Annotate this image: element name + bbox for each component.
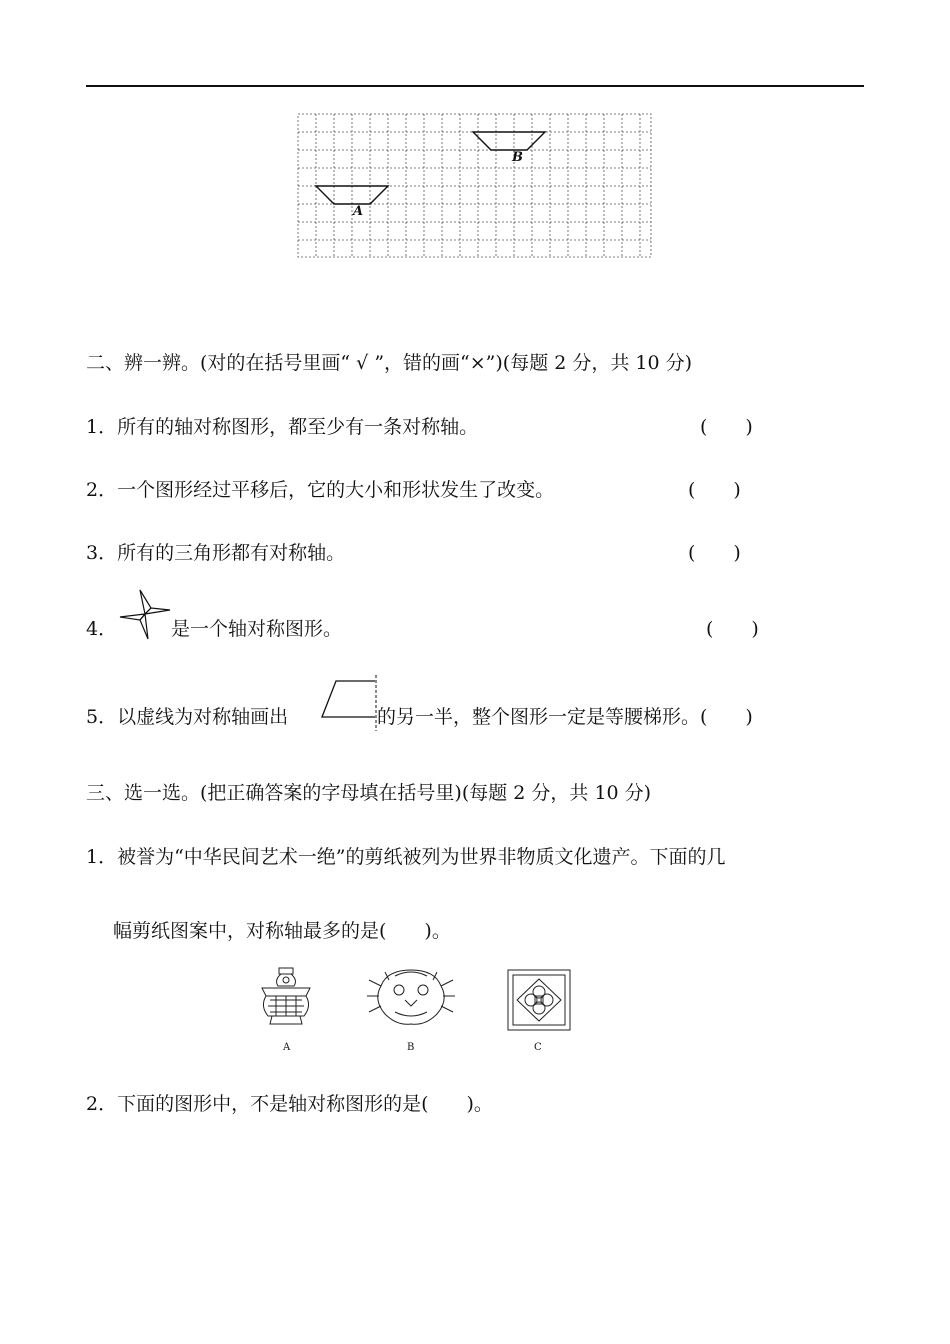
s2-item-5-text-after: 的另一半，整个图形一定是等腰梯形。( ) bbox=[377, 706, 753, 728]
label-a: A bbox=[353, 204, 364, 219]
s2-item-4-text: 是一个轴对称图形。 bbox=[171, 618, 343, 640]
s2-item-3 bbox=[86, 541, 345, 565]
trapezoid-b bbox=[473, 132, 545, 150]
s3-q1-line1: 1．被誉为“中华民间艺术一绝”的剪纸被列为世界非物质文化遗产。下面的几 bbox=[86, 846, 726, 868]
s2-item-1 bbox=[86, 415, 478, 439]
s2-item-2-answer[interactable]: ( ) bbox=[688, 479, 741, 501]
s2-item-4-num: 4． bbox=[86, 618, 118, 640]
s2-item-4-answer[interactable]: ( ) bbox=[706, 618, 759, 640]
s3-q1-line2: 幅剪纸图案中，对称轴最多的是( )。 bbox=[113, 920, 451, 942]
s2-item-1-num: 1． bbox=[86, 416, 118, 438]
header-rule bbox=[86, 85, 864, 87]
s2-item-5-num: 5． bbox=[86, 706, 118, 728]
section2-heading: 二、辨一辨。(对的在括号里画“ √ ”，错的画“×”)(每题 2 分，共 10 分) bbox=[86, 352, 693, 374]
s2-item-3-text: 所有的三角形都有对称轴。 bbox=[117, 542, 346, 564]
pinwheel-figure bbox=[118, 586, 172, 642]
option-c-label: C bbox=[534, 1042, 542, 1053]
papercut-window-pattern-icon bbox=[507, 969, 571, 1031]
papercut-lion-mask-icon bbox=[365, 966, 457, 1028]
s2-item-3-answer[interactable]: ( ) bbox=[688, 542, 741, 564]
papercut-vase-icon bbox=[256, 966, 316, 1031]
label-b: B bbox=[512, 150, 523, 165]
half-trapezoid-figure bbox=[320, 675, 380, 731]
s2-item-2-text: 一个图形经过平移后，它的大小和形状发生了改变。 bbox=[117, 479, 555, 501]
s2-item-1-text: 所有的轴对称图形，都至少有一条对称轴。 bbox=[117, 416, 479, 438]
s2-item-5 bbox=[86, 705, 288, 729]
s2-item-2-num: 2． bbox=[86, 479, 118, 501]
option-b-label: B bbox=[407, 1042, 415, 1053]
translation-grid bbox=[297, 113, 652, 258]
option-a-label: A bbox=[283, 1042, 291, 1053]
s2-item-4 bbox=[86, 617, 117, 641]
grid-figure bbox=[297, 113, 652, 258]
s2-item-2 bbox=[86, 478, 554, 502]
s2-item-3-num: 3． bbox=[86, 542, 118, 564]
section3-heading: 三、选一选。(把正确答案的字母填在括号里)(每题 2 分，共 10 分) bbox=[86, 782, 652, 804]
s3-q2: 2．下面的图形中，不是轴对称图形的是( )。 bbox=[86, 1093, 493, 1115]
s2-item-5-text-before: 以虚线为对称轴画出 bbox=[117, 706, 289, 728]
s2-item-1-answer[interactable]: ( ) bbox=[700, 416, 753, 438]
